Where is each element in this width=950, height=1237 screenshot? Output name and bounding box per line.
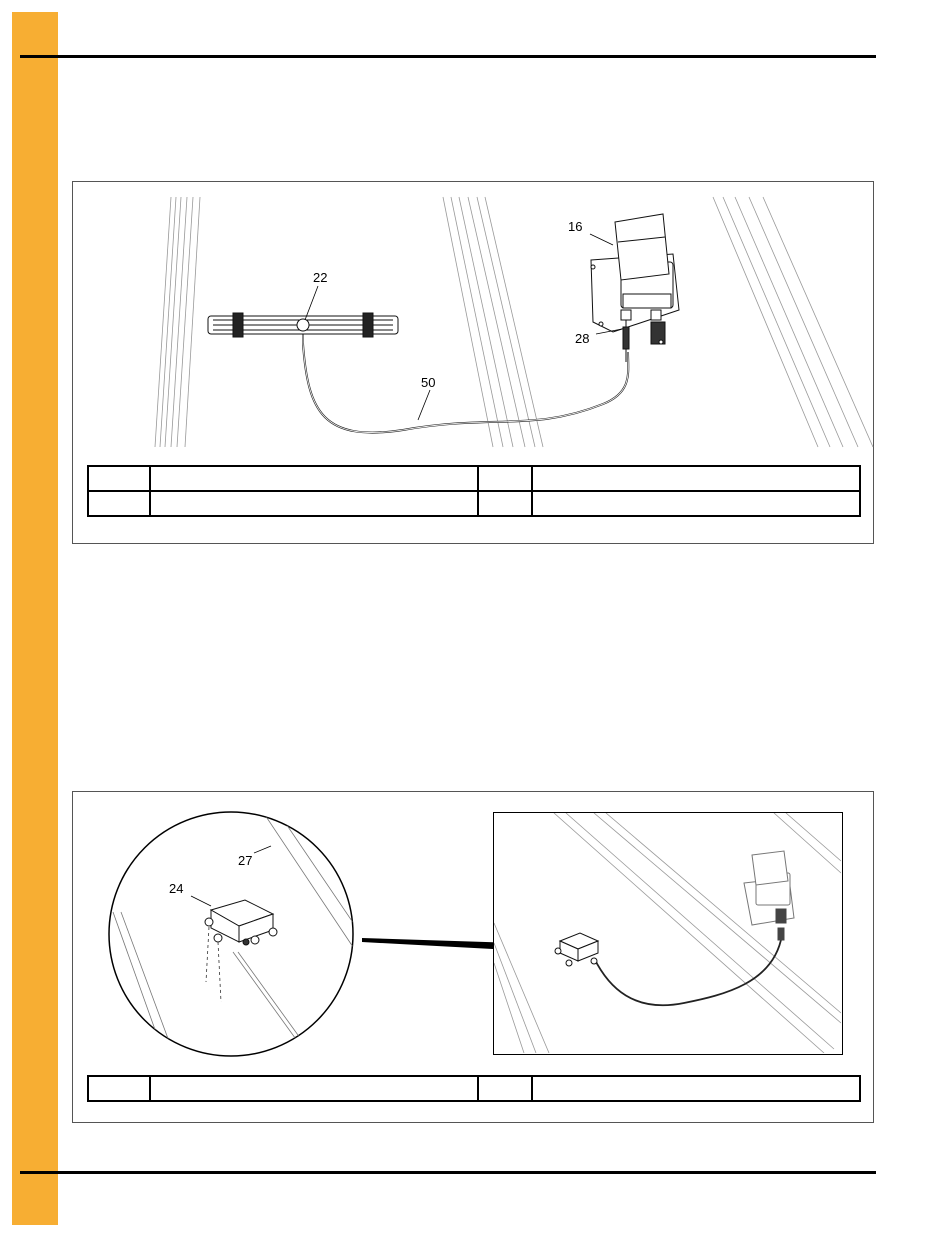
- overview-weather-station: [744, 851, 794, 940]
- figure-2: [72, 791, 874, 1123]
- figure-2-overview-inset: [493, 812, 843, 1055]
- footer-rule: [20, 1171, 876, 1174]
- callout-28: 28: [575, 331, 590, 346]
- cable-harness-drawing: [208, 313, 398, 344]
- table-cell: [532, 1076, 860, 1101]
- overview-illustration: [494, 813, 841, 1053]
- callout-16: 16: [568, 219, 583, 234]
- table-cell: [88, 466, 150, 491]
- table-cell: [532, 466, 860, 491]
- figure-2-parts-table: [87, 1075, 861, 1102]
- callout-24: 24: [169, 881, 184, 896]
- table-cell: [532, 491, 860, 516]
- cable-50: [303, 344, 628, 433]
- figure-1-illustration: [73, 182, 875, 462]
- overview-roof-lines: [494, 813, 841, 1053]
- callout-50: 50: [421, 375, 436, 390]
- table-cell: [478, 466, 532, 491]
- figure-1-parts-table: [87, 465, 861, 517]
- figure-1: [72, 181, 874, 544]
- table-row: [88, 491, 860, 516]
- weather-station-box-drawing: [591, 214, 679, 362]
- table-row: [88, 1076, 860, 1101]
- table-row: [88, 466, 860, 491]
- table-cell: [88, 491, 150, 516]
- callout-27: 27: [238, 853, 253, 868]
- table-cell: [150, 466, 478, 491]
- table-cell: [478, 1076, 532, 1101]
- table-cell: [88, 1076, 150, 1101]
- overview-sensor-module: [555, 933, 598, 966]
- header-rule: [20, 55, 876, 58]
- overview-cable: [594, 935, 782, 1005]
- callout-22: 22: [313, 270, 328, 285]
- table-cell: [150, 1076, 478, 1101]
- table-cell: [150, 491, 478, 516]
- side-color-bar: [12, 12, 58, 1225]
- table-cell: [478, 491, 532, 516]
